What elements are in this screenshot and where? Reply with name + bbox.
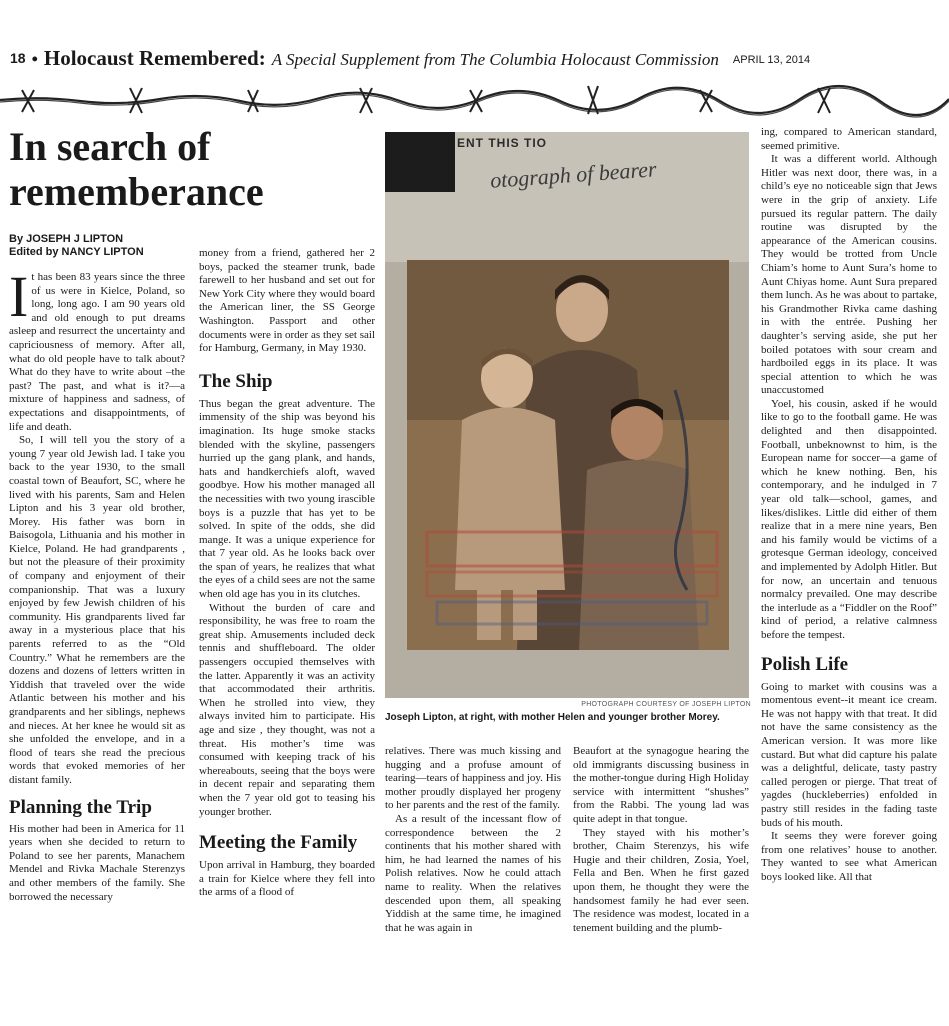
section-heading-the-ship: The Ship <box>199 370 273 392</box>
barbed-wire-divider <box>0 80 949 120</box>
masthead-bullet: • <box>31 49 38 69</box>
article-paragraph: relatives. There was much kissing and hugging and a profuse amount of tearing—tears of happiness and joy. His mother proudly displayed her progeny to her parents and the rest of the family. <box>385 745 561 812</box>
section-heading-meeting-the-family: Meeting the Family <box>199 832 358 854</box>
photo-credit: PHOTOGRAPH COURTESY OF JOSEPH LIPTON <box>581 701 751 708</box>
article-paragraph: ing, compared to American standard, seemed primitive. <box>761 126 937 152</box>
byline-editor: Edited by NANCY LIPTON <box>9 246 144 258</box>
article-paragraph: Without the burden of care and responsibility, he was free to roam the great ship. Amusements included deck tennis and shuffleboard. The older passengers occupied themselves with the latter. Apparently it was an activity that accommodated their arthritis. When he strolled into view, they always invited him to participate. His age and size , they thought, was not a threat. His mother’s time was consumed with keeping track of his whereabouts, seeing that the boys were in decent repair and separating them when the 7 year old got to teasing his younger brother. <box>199 601 375 818</box>
article-column-3 <box>385 745 561 935</box>
article-paragraph: Beaufort at the synagogue hearing the old immigrants discussing business in the mother-tongue during High Holiday service with intermittent “shushes” from the Rabbi. The young lad was quite adept in that tongue. <box>573 745 749 825</box>
article-paragraph: It was a different world. Although Hitler was next door, there was, in a child’s eye no noticeable sign that Jews were in the grip of anxiety. Life pursued its regular pattern. The daily routine was disrupted by the appearance of the American cousins. They would be trotted from Uncle Chiam’s home to Aunt Sura’s home to Aunt Chiyas home. Aunt Sura prepared them lunch. As he was about to partake, his Grandmother Rivka came dashing in with the entrée. Pushing her daughter’s serving aside, she put her boiled potatoes with sour cream and hardboiled eggs in its place. It was special attention to which he was unaccustomed <box>761 153 937 397</box>
article-paragraph: His mother had been in America for 11 years when she decided to return to Poland to see her parents, Manachem Mendel and Rivka Machale Sterenzys and other members of the family. She borrowed the necessary <box>9 822 185 903</box>
article-paragraph: Yoel, his cousin, asked if he would like to go to the football game. He was delighted and then disappointed. Football, unbeknownst to him, is the European name for soccer—a game of which he knew nothing. Ben, his contemporary, and he indulged in 7 year old talk—school, games, and likes/dislikes. Little did either of them realize that in a mere nine years, Ben and his family would be victims of a grotesque German ideology, conceived and implemented by Adolph Hitler. But for now, an uncertain and tenuous normalcy prevailed. One may describe the interlude as a “Fiddler on the Roof” kind of period, a relative calmness before the tempest. <box>761 397 937 641</box>
section-heading-planning-the-trip: Planning the Trip <box>9 796 152 818</box>
article-column-2 <box>199 247 375 900</box>
issue-date: APRIL 13, 2014 <box>732 54 811 66</box>
article-column-4 <box>573 745 749 935</box>
drop-cap: I <box>9 264 29 329</box>
photo-caption: Joseph Lipton, at right, with mother Helen and younger brother Morey. <box>385 712 720 723</box>
article-paragraph: Upon arrival in Hamburg, they boarded a train for Kielce where they fell into the arms of a flood of <box>199 859 375 899</box>
article-paragraph: Going to market with cousins was a momentous event--it meant ice cream. He was not happy with that treat. It did not have the same consistency as the American version. It was more like custard. But what did capture his palate was a delightful, delicate, tasty pastry called perogen or pierge. That treat of yagdes (huckleberries) enfolded in pastry still resides in the fading taste buds of his mouth. <box>761 680 937 829</box>
article-paragraph: It seems they were forever going from one relatives’ house to another. They wanted to see what American boys looked like. All that <box>761 830 937 883</box>
masthead <box>10 46 930 72</box>
section-heading-polish-life: Polish Life <box>761 653 849 675</box>
article-headline <box>9 124 369 214</box>
supplement-subtitle: A Special Supplement from The Columbia Holocaust Commission <box>271 50 719 69</box>
byline-author: By JOSEPH J LIPTON <box>9 233 124 245</box>
passport-stamp-text: ENT THIS TIO <box>457 136 547 150</box>
article-paragraph: Thus began the great adventure. The immensity of the ship was beyond his imagination. Its huge smoke stacks blended with the skyline, passengers hurried up the gang plank, and hands, hats and handkerchiefs aloft, waved goodbye. How his mother managed all the necessities with two young irascible boys is a puzzle that has yet to be solved. In spite of the odds, she did mange. It was a unique experience for that 7 year old. As he looks back over the span of years, he realizes that what the eyes of a child sees are not the same when old age has you in its clutches. <box>199 397 375 601</box>
intro-paragraph <box>9 264 185 434</box>
byline <box>9 233 144 259</box>
photo-corner-shadow <box>385 132 455 192</box>
supplement-title: Holocaust Remembered: <box>43 46 266 70</box>
headline-line-2: rememberance <box>9 169 264 214</box>
article-paragraph: They stayed with his mother’s brother, Chaim Sterenzys, his wife Hugie and their children, Zosia, Yoel, Fella and Ben. When he first gazed upon them, he thought they were the handsomest family he had ever seen. The residence was modest, located in a tenement building and the plumb- <box>573 826 749 934</box>
family-portrait <box>407 260 729 650</box>
article-paragraph: money from a friend, gathered her 2 boys, packed the steamer trunk, bade farewell to her husband and set out for New York City where they would board the American liner, the SS George Washington. Passport and other documents were in order as they set sail for Hamburg, Germany, in May 1930. <box>199 247 375 355</box>
intro-text: t has been 83 years since the three of us were in Kielce, Poland, so long, long ago. I am 90 years old and old enough to put dreams asleep and resurrect the uncertainty and capriciousness of memory. After all, what do old people have to talk about? What do they have to write about –the past? The past, and what is it?—a mixture of happiness and sadness, of expectations and disappointments, of life and death. <box>9 271 185 433</box>
article-paragraph: So, I will tell you the story of a young 7 year old Jewish lad. I take you back to the year 1930, to the small coastal town of Beaufort, SC, where he lived with his parents, Sam and Helen Lipton and his 3 year old brother, Morey. His father was born in Baisogola, Lithuania and his mother in Kielce, Poland. He had grandparents , but not the pleasure of their proximity of company and enjoyment of their companionship. That was a luxury enjoyed by few Jewish children of his community. His grandparents lived far away in a mysterious place that his parents referred to as the “Old Country.” What he remembers are the dozens and dozens of letters written in Yiddish that traveled over the wide Atlantic between his mother and his grandparents and her siblings, nephews and nieces. At her knee he would sit as she unfolded the envelope, and in a flood of tears she read the precious words that evoked memories of her distant family. <box>9 434 185 786</box>
article-column-1 <box>9 264 185 904</box>
article-column-5 <box>761 126 937 884</box>
headline-line-1: In search of <box>9 124 211 169</box>
passport-page-strip <box>385 132 749 262</box>
passport-photo <box>385 132 749 698</box>
passport-handwritten-label: otograph of bearer <box>489 156 658 193</box>
page-number: 18 <box>10 50 26 66</box>
passport-stamp-overlay <box>407 260 729 650</box>
article-paragraph: As a result of the incessant flow of correspondence between the 2 continents that his mother shared with him, he had learned the names of his Polish relatives. Now he could attach name to reality. When the relatives descended upon them, all speaking Yiddish at the same time, he imagined that he was again in <box>385 812 561 934</box>
